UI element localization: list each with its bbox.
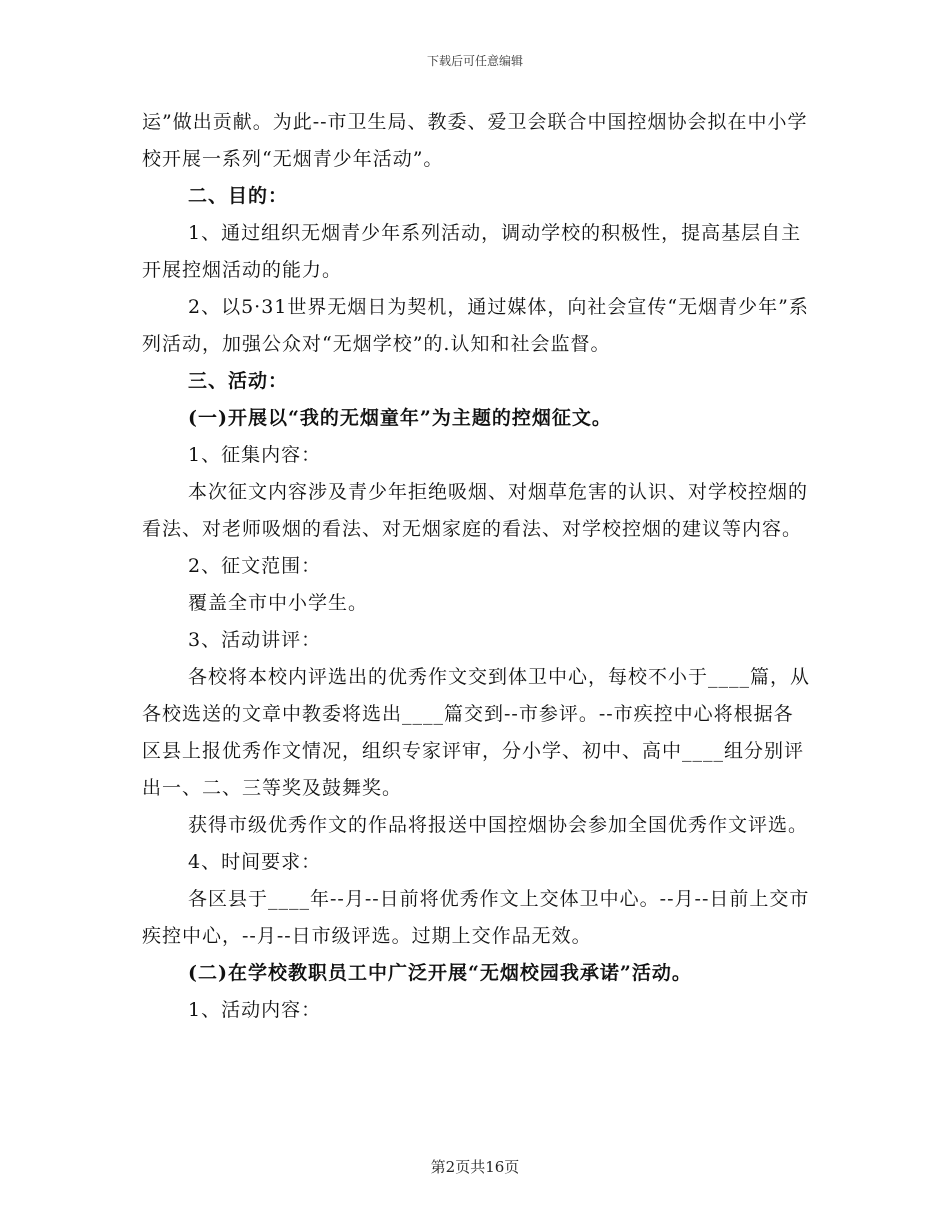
paragraph: 1、活动内容： [188,999,322,1021]
page-number: 第2页共16页 [430,1158,520,1176]
paragraph: 1、通过组织无烟青少年系列活动，调动学校的积极性，提高基层自主开展控烟活动的能力。 [142,222,802,281]
section-heading: (一)开展以“我的无烟童年”为主题的控烟征文。 [188,407,612,429]
paragraph: 覆盖全市中小学生。 [188,592,369,614]
paragraph: 各区县于____年--月--日前将优秀作文上交体卫中心。--月--日前上交市疾控中心，--月--日市级评选。过期上交作品无效。 [142,888,810,947]
paragraph: 2、以5·31世界无烟日为契机，通过媒体，向社会宣传“无烟青少年”系列活动，加强公众对“无烟学校”的.认知和社会监督。 [142,296,809,355]
paragraph: 本次征文内容涉及青少年拒绝吸烟、对烟草危害的认识、对学校控烟的看法、对老师吸烟的看法、对无烟家庭的看法、对学校控烟的建议等内容。 [142,481,809,540]
paragraph: 1、征集内容： [188,444,322,466]
paragraph: 运”做出贡献。为此--市卫生局、教委、爱卫会联合中国控烟协会拟在中小学校开展一系列“无烟青少年活动”。 [142,111,808,170]
section-heading: 三、活动： [188,370,289,392]
document-body [142,104,810,1029]
paragraph: 4、时间要求： [188,851,322,873]
page-header-note: 下载后可任意编辑 [426,54,523,68]
section-heading: (二)在学校教职员工中广泛开展“无烟校园我承诺”活动。 [188,962,692,984]
paragraph: 2、征文范围： [188,555,322,577]
paragraph: 各校将本校内评选出的优秀作文交到体卫中心，每校不小于____篇，从各校选送的文章中教委将选出____篇交到--市参评。--市疾控中心将根据各区县上报优秀作文情况，组织专家评审，分小学、初中、高中____组分别评出一、二、三等奖及鼓舞奖。 [142,666,811,799]
paragraph: 3、活动讲评： [188,629,322,651]
paragraph: 获得市级优秀作文的作品将报送中国控烟协会参加全国优秀作文评选。 [188,814,809,836]
section-heading: 二、目的： [188,185,289,207]
